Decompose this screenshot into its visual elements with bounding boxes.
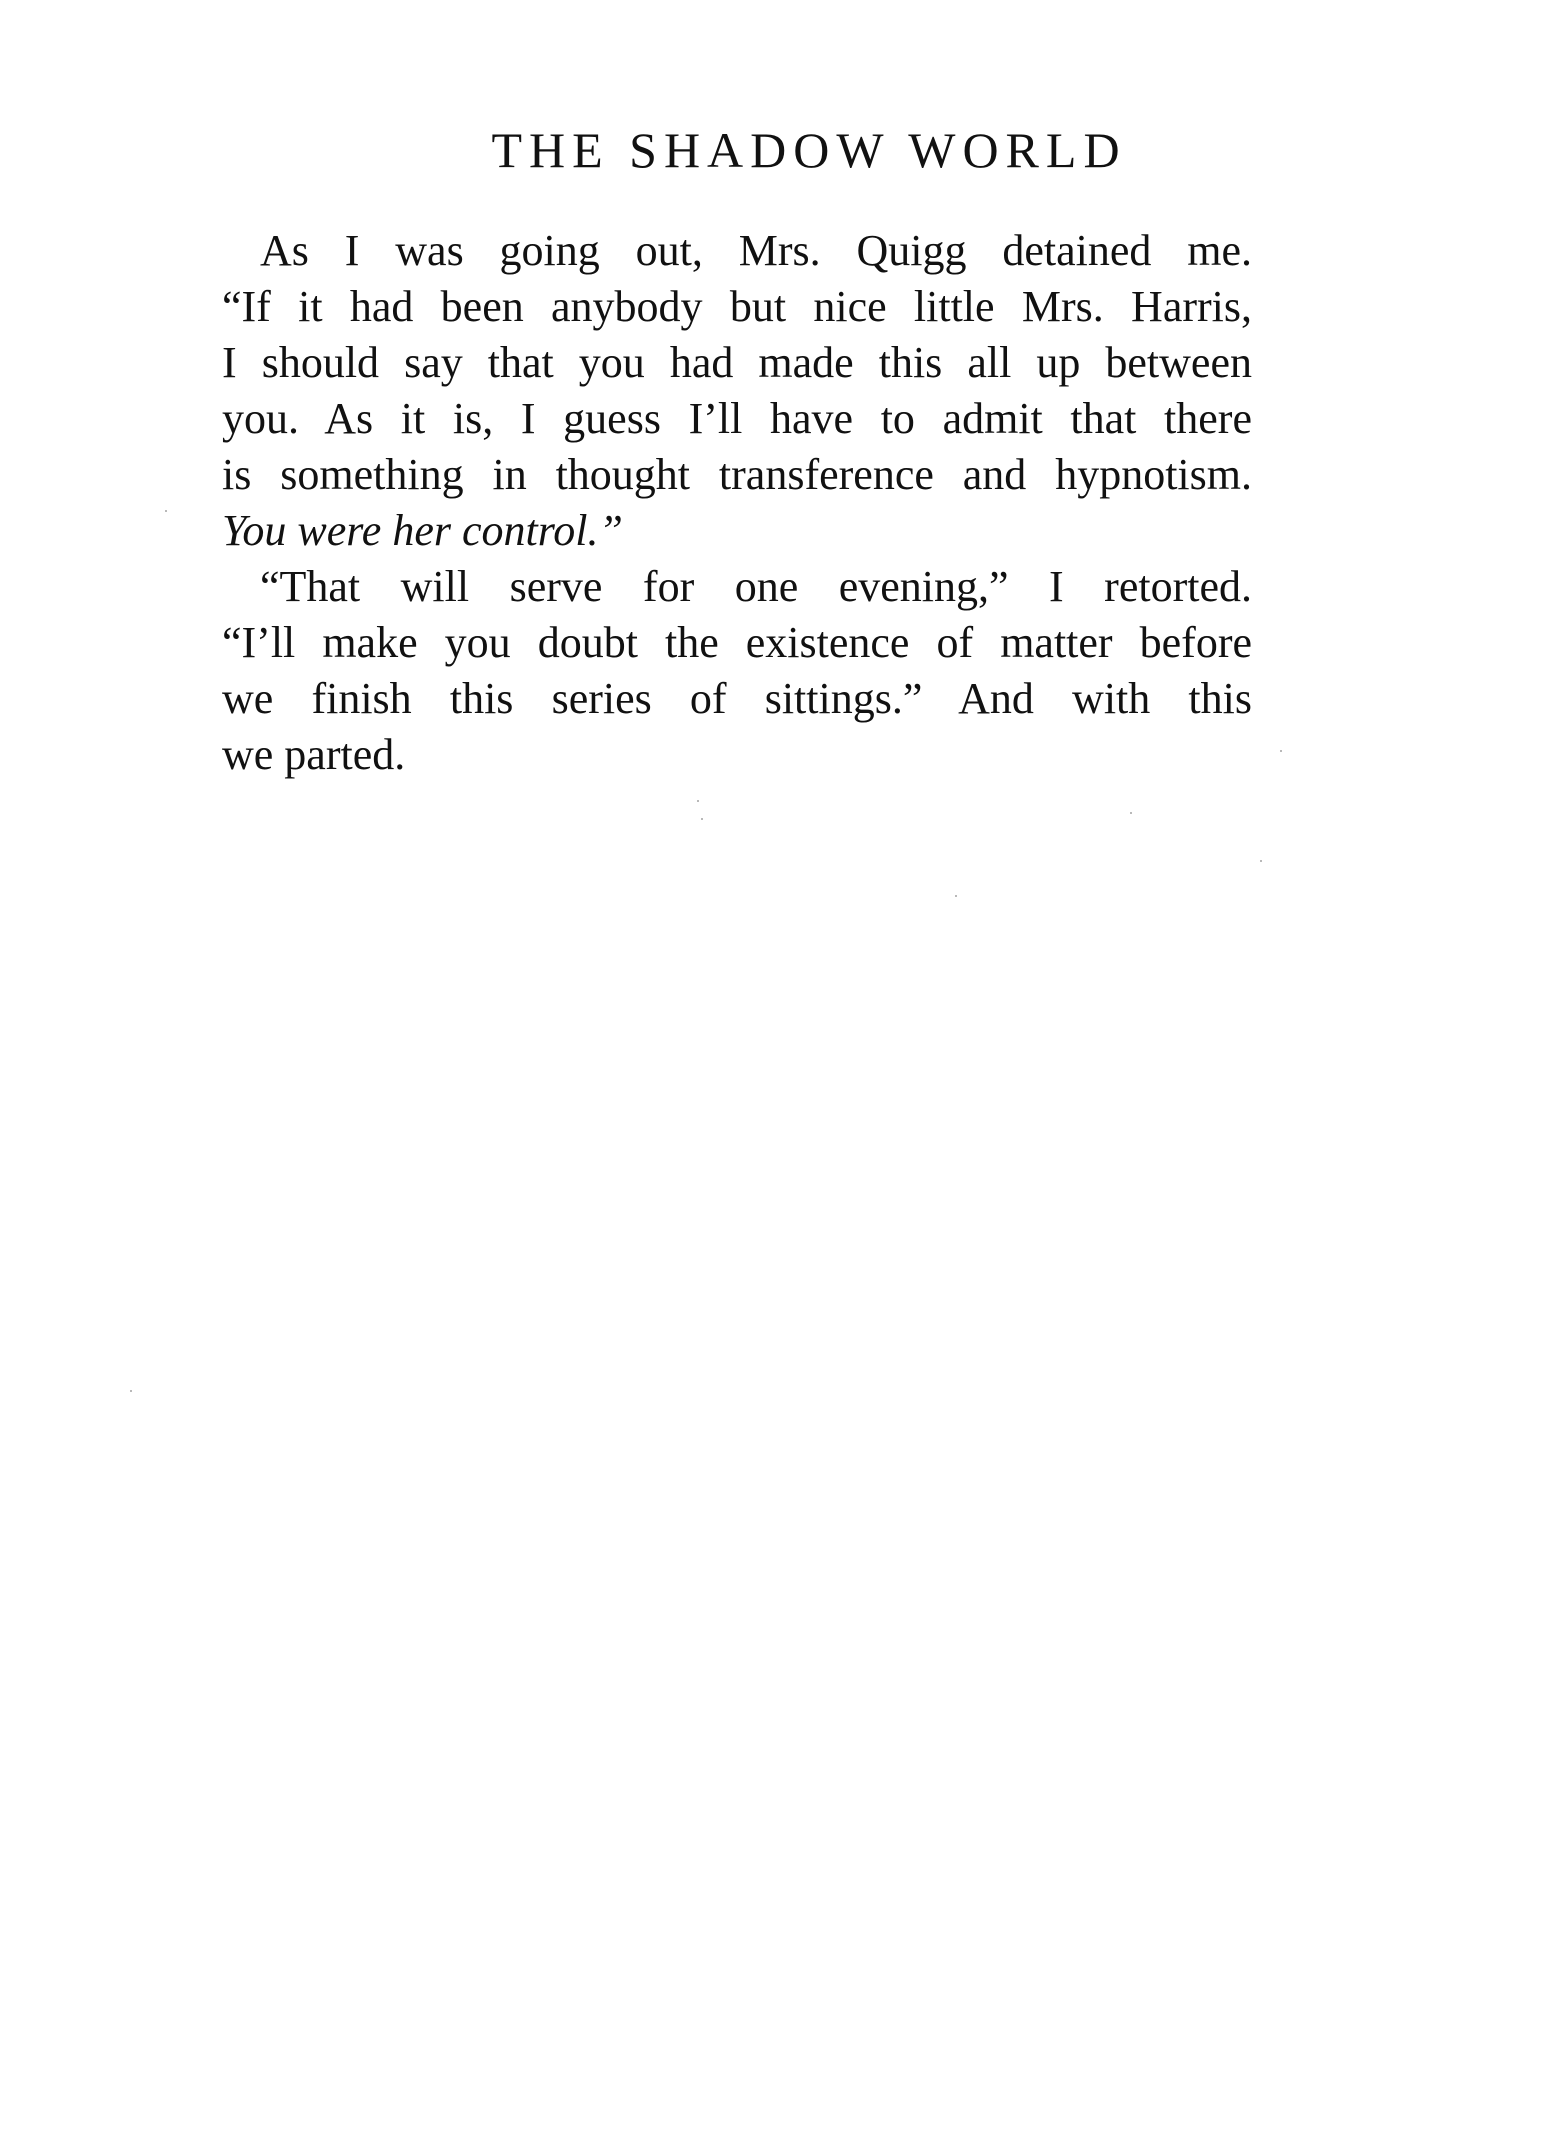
scan-speck <box>697 800 699 802</box>
text-line: you. As it is, I guess I’ll have to admit that there <box>222 394 1252 443</box>
body-text <box>222 223 1252 783</box>
scan-speck <box>1260 860 1262 862</box>
scan-speck <box>1130 812 1132 814</box>
text-line: “If it had been anybody but nice little Mrs. Harris, <box>222 282 1252 331</box>
text-line: we parted. <box>222 730 406 779</box>
text-line: is something in thought transference and hypnotism. <box>222 450 1252 499</box>
running-head-title: THE SHADOW WORLD <box>491 122 1127 178</box>
scan-speck <box>955 895 957 897</box>
text-line: As I was going out, Mrs. Quigg detained me. <box>260 226 1252 275</box>
text-line-italic: You were her control.” <box>222 506 623 555</box>
text-line: “That will serve for one evening,” I retorted. <box>260 562 1252 611</box>
text-line: I should say that you had made this all up between <box>222 338 1252 387</box>
scan-speck <box>1280 750 1282 752</box>
text-line: we finish this series of sittings.” And with this <box>222 674 1252 723</box>
text-line: “I’ll make you doubt the existence of matter before <box>222 618 1252 667</box>
scan-speck <box>165 510 167 512</box>
scan-speck <box>701 818 703 820</box>
scan-speck <box>130 1390 132 1392</box>
